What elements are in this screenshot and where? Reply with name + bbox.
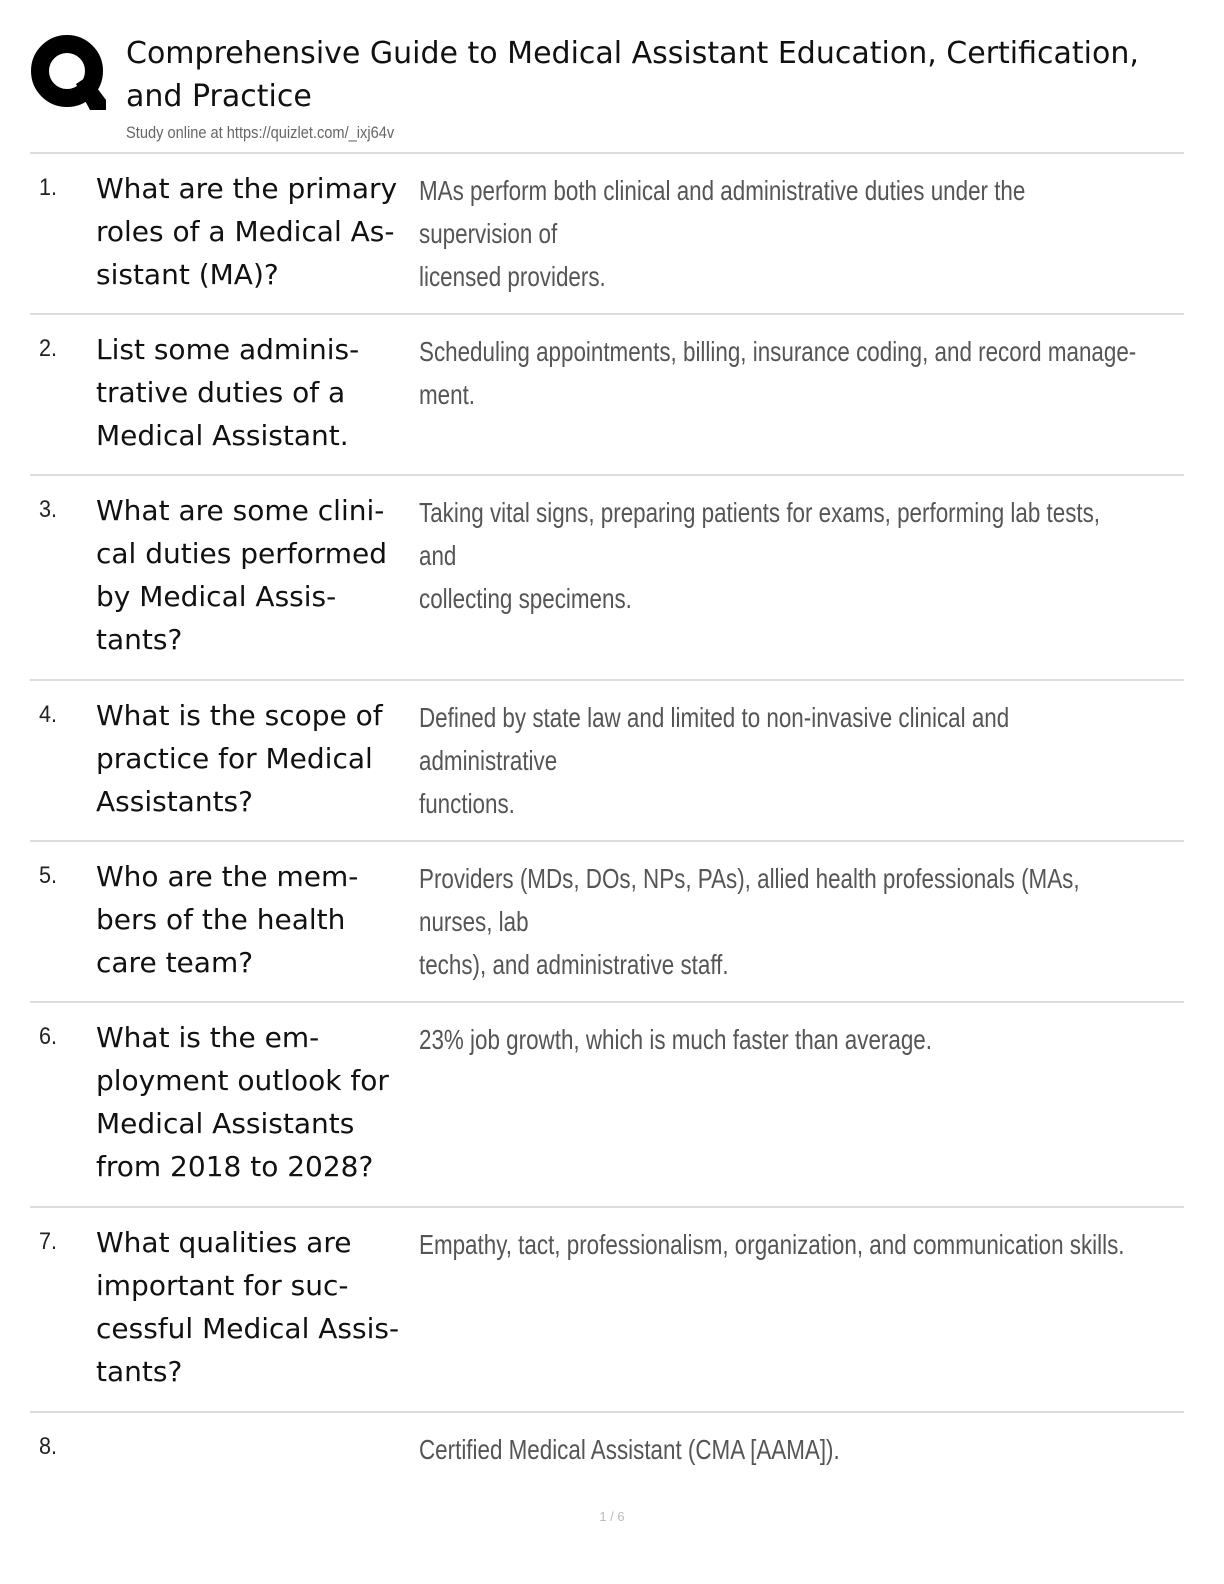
quizlet-logo-icon: [30, 34, 106, 110]
flashcard-list: [30, 152, 1184, 1493]
flashcard-5: [30, 842, 1184, 1003]
flashcard-7: [30, 1208, 1184, 1413]
card-number: 1.: [39, 174, 58, 201]
page-header: [30, 30, 1194, 152]
card-number: 6.: [39, 1023, 58, 1050]
card-definition: 23% job growth, which is much faster than average.: [419, 1024, 932, 1055]
card-term: What are the primary roles of a Medical As- sistant (MA)?: [96, 172, 398, 291]
card-number: 2.: [39, 335, 58, 362]
card-term: Who are the mem- bers of the health care team?: [96, 860, 359, 979]
flashcard-6: [30, 1003, 1184, 1208]
card-number: 8.: [39, 1433, 58, 1460]
card-definition: Providers (MDs, DOs, NPs, PAs), allied health professionals (MAs, nurses, lab techs), and administrative staff.: [419, 863, 1080, 980]
flashcard-3: [30, 476, 1184, 681]
flashcard-8: [30, 1413, 1184, 1493]
card-definition: Certified Medical Assistant (CMA [AAMA]).: [419, 1434, 840, 1465]
card-number: 3.: [39, 496, 58, 523]
card-definition: Taking vital signs, preparing patients for exams, performing lab tests, and collecting specimens.: [419, 497, 1101, 614]
card-definition: Empathy, tact, professionalism, organization, and communication skills.: [419, 1229, 1125, 1260]
card-term: List some adminis- trative duties of a Medical Assistant.: [96, 333, 360, 452]
page-number: 1 / 6: [599, 1509, 625, 1524]
card-definition: Defined by state law and limited to non-invasive clinical and administrative functions.: [419, 702, 1010, 819]
card-term: What is the em- ployment outlook for Medical Assistants from 2018 to 2028?: [96, 1021, 389, 1183]
card-term: What qualities are important for suc- cessful Medical Assis- tants?: [96, 1226, 400, 1388]
card-definition: MAs perform both clinical and administrative duties under the supervision of licensed providers.: [419, 175, 1026, 292]
card-number: 7.: [39, 1228, 58, 1255]
flashcard-2: [30, 315, 1184, 476]
flashcard-4: [30, 681, 1184, 842]
study-online-link[interactable]: Study online at https://quizlet.com/_ixj64v: [126, 123, 395, 142]
card-number: 4.: [39, 701, 58, 728]
flashcard-1: [30, 154, 1184, 315]
card-term: What are some clini- cal duties performed by Medical Assis- tants?: [96, 494, 388, 656]
card-number: 5.: [39, 862, 58, 889]
card-definition: Scheduling appointments, billing, insurance coding, and record manage- ment.: [419, 336, 1137, 410]
card-term: What is the scope of practice for Medical Assistants?: [96, 699, 383, 818]
page-title: Comprehensive Guide to Medical Assistant Education, Certification, and Practice: [126, 36, 1139, 114]
